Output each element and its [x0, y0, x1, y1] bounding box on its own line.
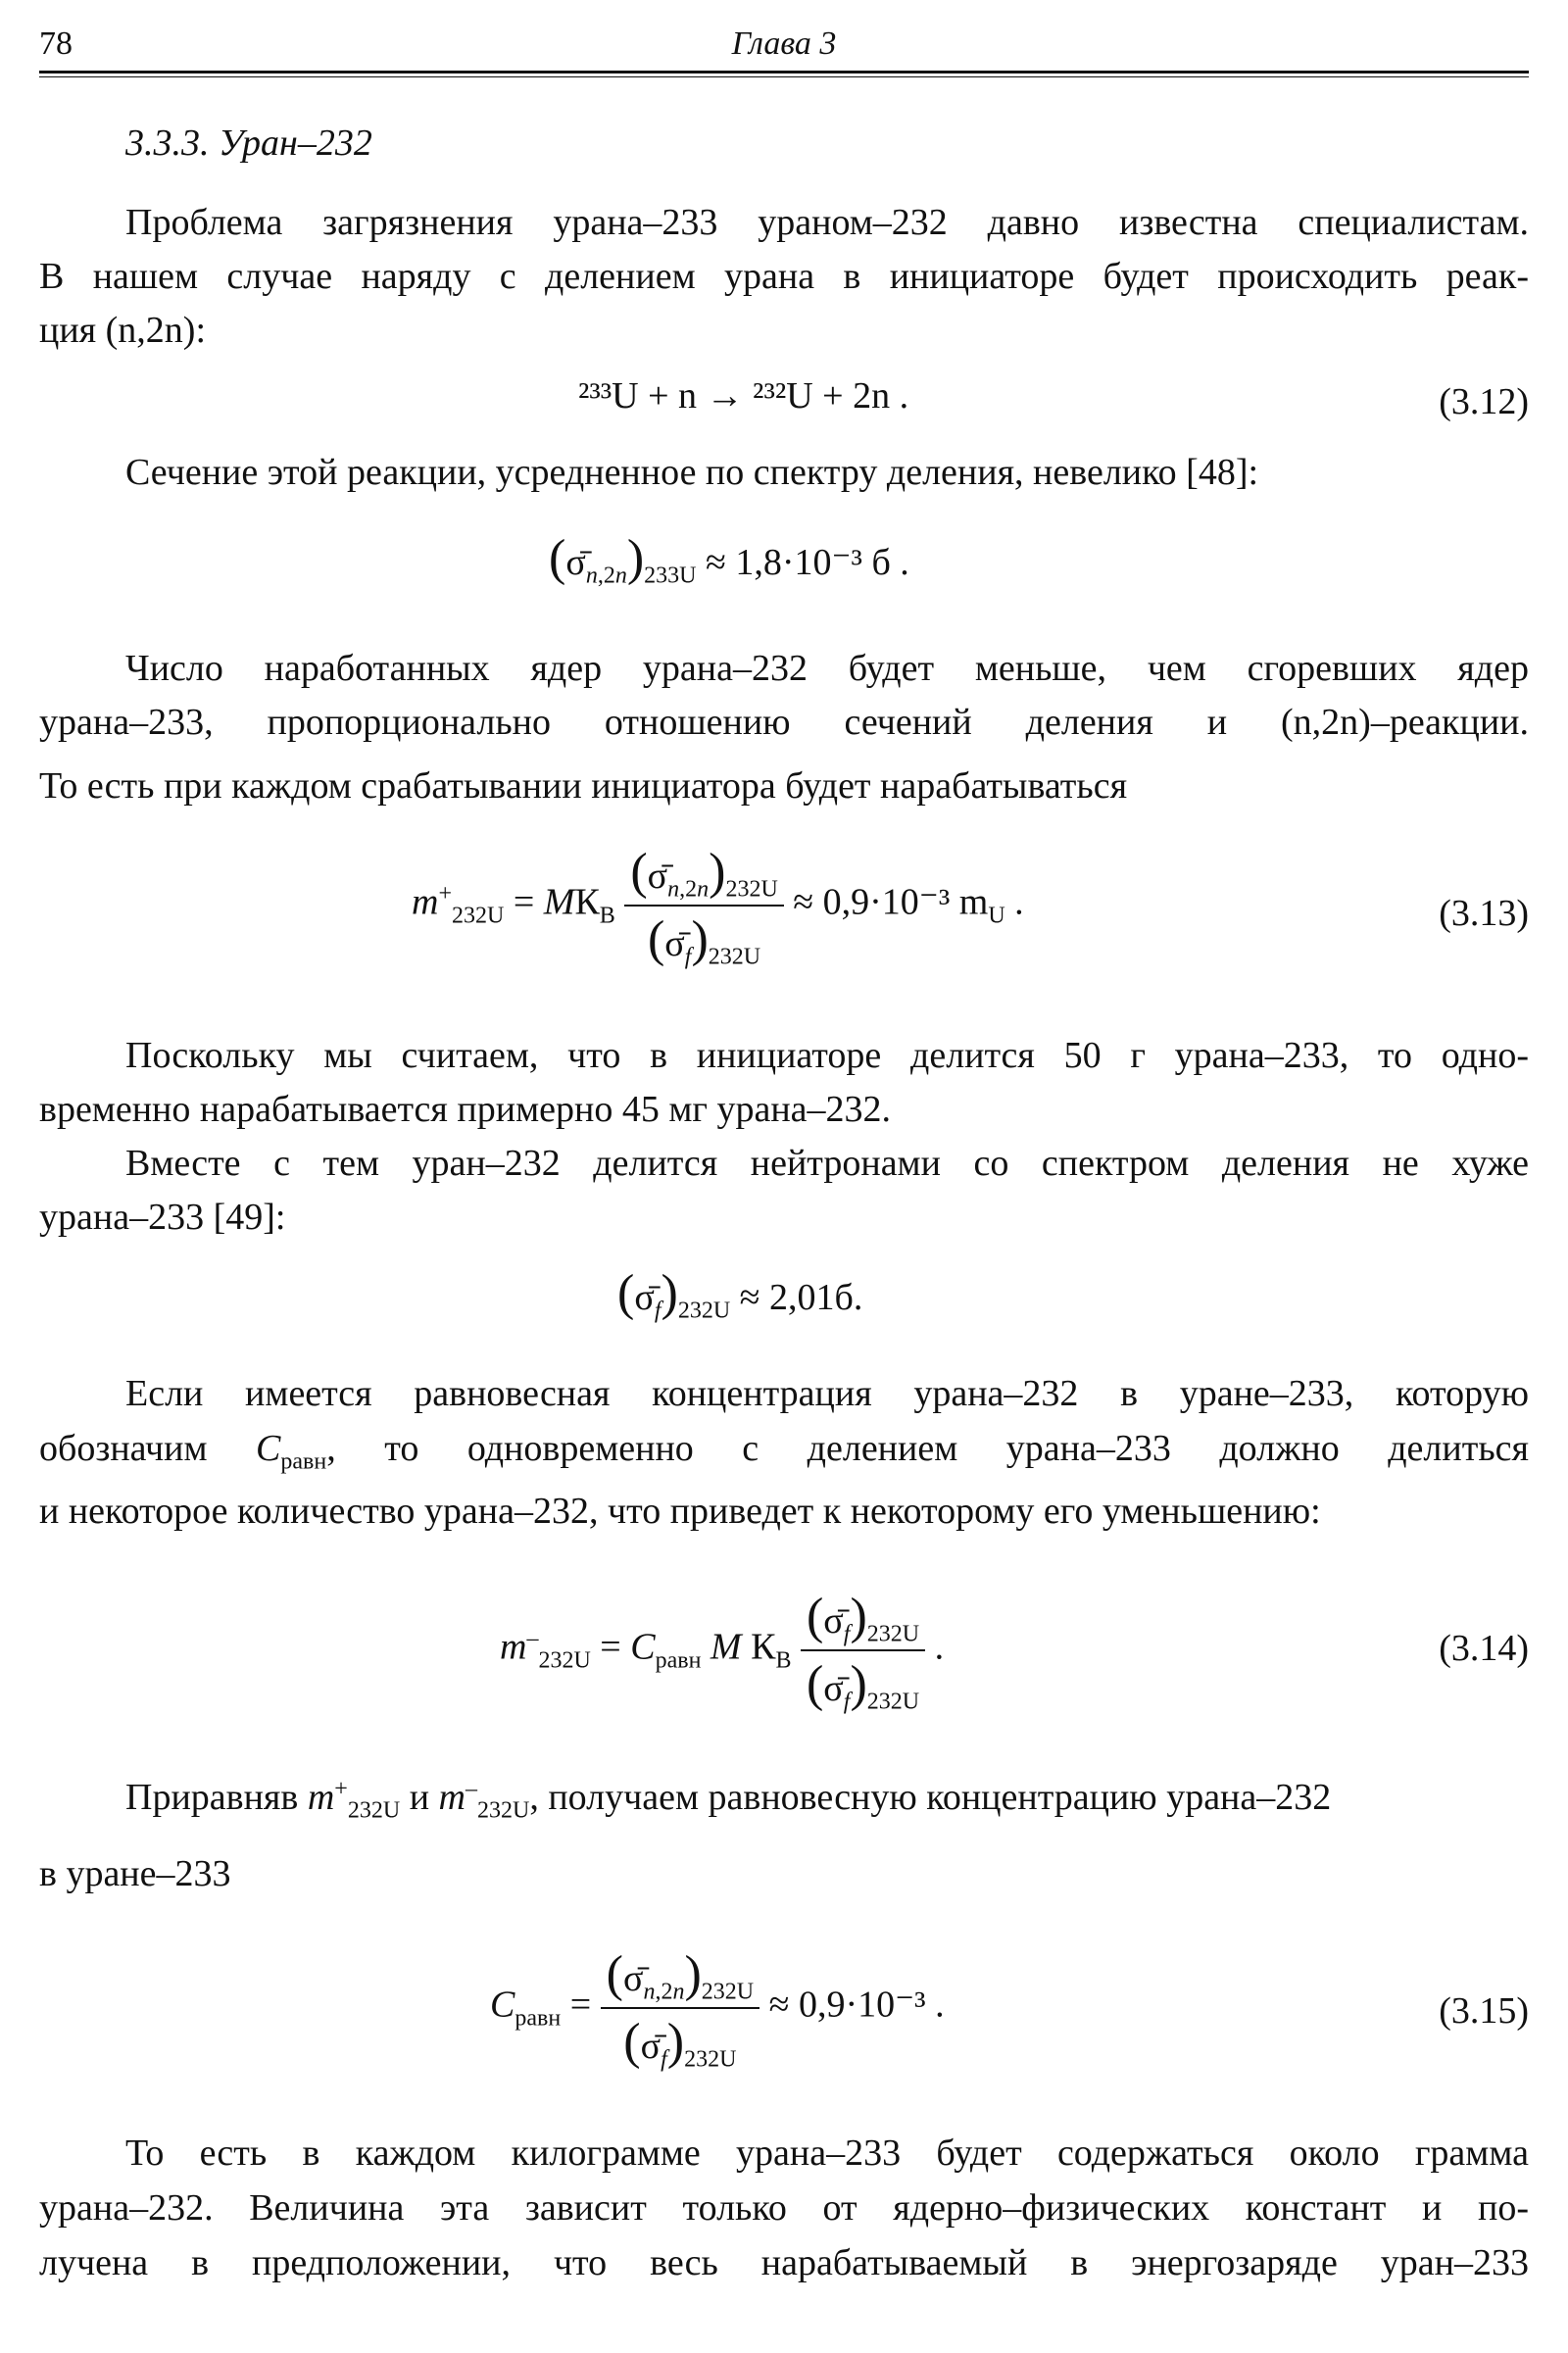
- para7-line1: Приравняв $m^+_{232U}$ и $m^-_{232U}$, получаем равновесную концентрацию урана–232: [125, 1776, 1332, 1824]
- equation-3-15: $C_{равн}$ = $\frac{(\sigmā_{n,2n})_{232U}}{(\sigmā_f)_{232U}}$ ≈ 0,9·10⁻³ .: [490, 1946, 945, 2073]
- para7-line2: в уране–233: [39, 1853, 231, 1894]
- para3-line1: Число наработанных ядер урана–232 будет меньше, чем сгоревших ядер: [125, 648, 1529, 689]
- equation-sigma-f: $(\sigmā_f)_{232U} \approx 2,01б$.: [617, 1265, 863, 1324]
- header-rule-thin: [39, 76, 1529, 77]
- para5-line1: Вместе с тем уран–232 делится нейтронами со спектром деления не хуже: [125, 1143, 1529, 1184]
- para3-line3: То есть при каждом срабатывании инициатора будет нарабатываться: [39, 765, 1128, 807]
- para4-line2: временно нарабатывается примерно 45 мг урана–232.: [39, 1089, 892, 1130]
- equation-number-3-14: (3.14): [1439, 1628, 1529, 1669]
- para4-line1: Поскольку мы считаем, что в инициаторе делится 50 г урана–233, то одно-: [125, 1035, 1529, 1076]
- equation-number-3-12: (3.12): [1439, 381, 1529, 422]
- equation-3-15-rhs: ≈ 0,9·10⁻³ .: [768, 1984, 945, 2026]
- sigma-f-value: ≈ 2,01б.: [739, 1277, 863, 1318]
- page-number: 78: [39, 25, 73, 62]
- section-title: 3.3.3. Уран–232: [125, 123, 372, 164]
- sigma-n2n-value: ≈ 1,8·10⁻³ б .: [705, 542, 909, 583]
- para7-end: , получаем равновесную концентрацию урана–232: [529, 1777, 1332, 1818]
- para7-and: и: [409, 1777, 430, 1818]
- equation-number-3-15: (3.15): [1439, 1990, 1529, 2032]
- running-title: Глава 3: [731, 25, 837, 62]
- fraction-3-14: $\frac{(\sigmā_f)_{232U}}{(\sigmā_f)_{232U}}$: [801, 1588, 925, 1713]
- para7-start: Приравняв: [125, 1777, 299, 1818]
- fraction-3-15: $\frac{(\sigmā_{n,2n})_{232U}}{(\sigmā_f)_{232U}}$: [601, 1945, 760, 2071]
- para6-line1: Если имеется равновесная концентрация урана–232 в уране–233, которую: [125, 1373, 1529, 1414]
- equation-sigma-n2n: $(\sigmā_{n,2n})_{233U} \approx 1,8\cdot 10^{-3}$ б .: [549, 530, 909, 589]
- para8-line2: урана–232. Величина эта зависит только от ядерно–физических констант и по-: [39, 2187, 1529, 2229]
- equation-3-13-rhs: ≈ 0,9·10⁻³ m: [793, 881, 989, 923]
- para6-line2-start: обозначим: [39, 1428, 208, 1469]
- iso-233-label: 233: [644, 563, 680, 589]
- equation-3-13: $m^+_{232U} = MК_В$ $\frac{(\sigmā_{n,2n})_{232U}}{(\sigmā_f)_{232U}}$ ≈ 0,9·10⁻³ $m_U$ .: [412, 844, 1024, 970]
- para6-line2: обозначим $C_{равн}$, то одновременно с делением урана–233 должно делиться: [39, 1428, 1529, 1475]
- para8-line1: То есть в каждом килограмме урана–233 будет содержаться около грамма: [125, 2132, 1529, 2174]
- para1-line2: В нашем случае наряду с делением урана в инициаторе будет происходить реак-: [39, 256, 1529, 297]
- c-ravn-subscript: равн: [280, 1448, 327, 1475]
- para2: Сечение этой реакции, усредненное по спектру деления, невелико [48]:: [125, 452, 1259, 493]
- para1-line3: ция (n,2n):: [39, 310, 207, 351]
- equation-3-12: ²³³U + n → ²³²U + 2n .: [578, 375, 909, 417]
- equation-number-3-13: (3.13): [1439, 893, 1529, 934]
- header-rule-thick: [39, 71, 1529, 74]
- para8-line3: лучена в предположении, что весь нарабатываемый в энергозаряде уран–233: [39, 2242, 1529, 2283]
- fraction-3-13: $\frac{(\sigmā_{n,2n})_{232U}}{(\sigmā_f)_{232U}}$: [624, 843, 783, 968]
- equation-3-14: $m^-_{232U} = C_{равн}$ M $К_В$ $\frac{(\sigmā_f)_{232U}}{(\sigmā_f)_{232U}}$ .: [500, 1589, 945, 1715]
- para6-line2-end: , то одновременно с делением урана–233 должно делиться: [326, 1428, 1529, 1469]
- para5-line2: урана–233 [49]:: [39, 1197, 286, 1238]
- para6-line3: и некоторое количество урана–232, что приведет к некоторому его уменьшению:: [39, 1491, 1321, 1532]
- para1-line1: Проблема загрязнения урана–233 ураном–232 давно известна специалистам.: [125, 202, 1529, 243]
- para3-line2: урана–233, пропорционально отношению сечений деления и (n,2n)–реакции.: [39, 702, 1529, 743]
